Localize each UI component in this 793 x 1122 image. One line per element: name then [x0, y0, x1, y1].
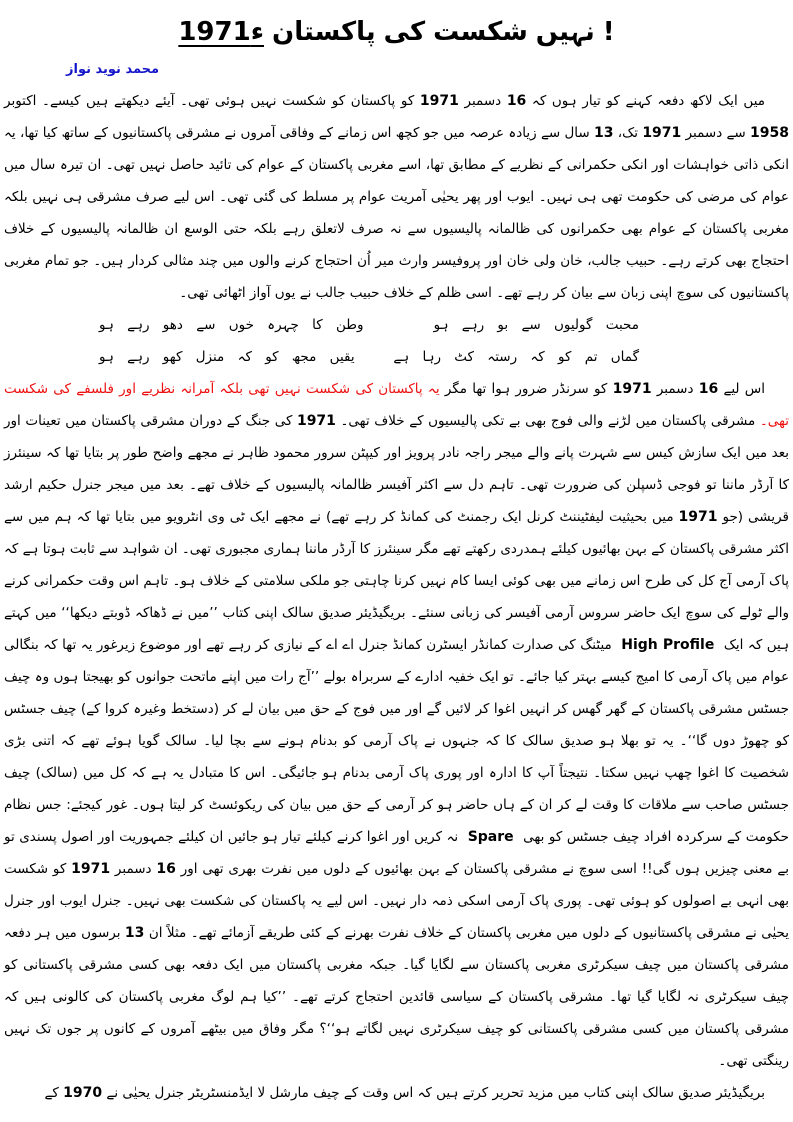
title-word: نہیں	[535, 17, 595, 47]
title-word: شکست	[433, 17, 528, 47]
main-text-c: نہ کریں اور اغوا کرنے کیلئے تیار ہو جائیں ان کیلئے جمہوریت اور اصول پسندی تو بے معنی چیزیں ہوں گی!! اسی سوچ نے مشرقی پاکستان کے بہن بھائیوں کے دلوں میں نفرت بھری تھی اور 16 دسمبر 1971 کو شکست بھی انہی بے اصولوں کو ہوئی تھی۔ پوری پاک آرمی اسکی ذمہ دار نہیں۔ اس لیے یہ پاکستان کی شکست بھی نہیں۔ جنرل ایوب اور جنرل یحیٰی نے مشرقی پاکستانیوں کے دلوں میں مغربی پاکستان کے خلاف نفرت بھرنے کے کئی طریقے آزمائے تھے۔ مثلاً ان 13 برسوں میں ہر دفعہ مشرقی پاکستان میں چیف سیکرٹری مغربی پاکستان سے لگایا گیا۔ جبکہ مغربی پاکستان میں ایک دفعہ بھی کسی مشرقی پاکستانی کو چیف سیکرٹری نہ لگایا گیا تھا۔ مشرقی پاکستان کے سیاسی قائدین احتجاج کرتے تھے۔ ’’کیا ہم لوگ مغربی پاکستان کی کالونی ہیں کہ مشرقی پاکستان میں کسی مشرقی پاکستانی کو چیف سیکرٹری نہیں لگاتے ہو‘‘؟ مگر وفاق میں بیٹھے آمروں کے کانوں پر جوں تک نہیں رینگتی تھی۔	[4, 829, 789, 1069]
title-word: !	[602, 17, 615, 47]
verse-hemistich: گماں تم کو کہ رستہ کٹ رہا ہے	[393, 349, 639, 365]
verse-line	[99, 309, 639, 341]
main-text-lead: اس لیے 16 دسمبر 1971 کو سرنڈر ضرور ہوا تھا مگر	[439, 381, 766, 397]
article-title	[4, 12, 789, 52]
paragraph-closing: بریگیڈیئر صدیق سالک اپنی کتاب میں مزید تحریر کرتے ہیں کہ اس وقت کے چیف مارشل لا ایڈمنسٹریٹر جنرل یحیٰی نے 1970 کے	[44, 1085, 765, 1101]
paragraph-intro: میں ایک لاکھ دفعہ کہنے کو تیار ہوں کہ 16 دسمبر 1971 کو پاکستان کو شکست نہیں ہوئی تھی۔ آیئے دیکھتے ہیں کیسے۔ اکتوبر 1958 سے دسمبر 1971 تک، 13 سال سے زیادہ عرصہ میں جو کچھ اس زمانے کے وفاقی آمروں نے مشرقی پاکستانیوں کے ساتھ کیا تھا، یہ انکی ذاتی خواہشات اور انکی حکمرانی کے نظریے کے مطابق تھا، اسے مغربی پاکستان کے عوام کی تائید حاصل نہیں تھی۔ ان تیرہ سال میں عوام کی مرضی کی حکومت تھی ہی نہیں۔ ایوب اور پھر یحیٰی آمریت عوام پر مسلط کی گئی تھی۔ اس لیے صرف مشرقی ہی نہیں بلکہ مغربی پاکستان کے عوام بھی حکمرانوں کی ظالمانہ پالیسیوں سے نہ صرف لاتعلق رہے بلکہ حتی الوسع ان ظالمانہ پالیسیوں کے خلاف احتجاج بھی کرتے رہے۔ حبیب جالب، خان ولی خان اور پروفیسر وارث میر اُن احتجاج کرنے والوں میں چند مثالی کردار ہیں۔ جو تمام مغربی پاکستانیوں کی سوچ اپنی زبان سے بیان کر رہے تھے۔ اسی ظلم کے خلاف حبیب جالب نے یوں آواز اٹھائی تھی۔	[4, 93, 790, 301]
english-phrase-spare: Spare	[467, 829, 514, 845]
verse-line	[99, 341, 639, 373]
title-year: 1971ء	[178, 17, 264, 47]
verse-hemistich: وطن کا چہرہ خوں سے دھو رہے ہو	[99, 317, 364, 333]
highlighted-red-sentence: یہ پاکستان کی شکست نہیں تھی بلکہ آمرانہ نظریے اور فلسفے کی شکست تھی۔	[4, 381, 789, 429]
poetry-couplet	[99, 309, 639, 373]
verse-hemistich: محبت گولیوں سے بو رہے ہو	[433, 317, 639, 333]
title-word: کی	[383, 17, 426, 47]
paragraph-main	[4, 373, 789, 1077]
english-phrase-high-profile: High Profile	[621, 637, 715, 653]
main-text-b: میٹنگ کی صدارت کمانڈر ایسٹرن کمانڈ جنرل اے اے کے نیازی کر رہے تھے اور موضوع زیرغور یہ تھا کہ بنگالی عوام میں پاک آرمی کا امیج کیسے بہتر کیا جائے۔ تو ایک خفیہ ادارے کے سربراہ بولے ’’آج رات میں اپنے ماتحت جوانوں کو بھیجتا ہوں وہ چیف جسٹس مشرقی پاکستان کے گھر گھس کر انہیں اغوا کر لائیں گے اور میں فوج کے حق میں بیان لے کر (دستخط وغیرہ کروا کے) چیف جسٹس کو چھوڑ دوں گا‘‘۔ یہ تو بھلا ہو صدیق سالک کا کہ جنہوں نے پاک آرمی کو بدنام ہونے سے بچا لیا۔ سالک گویا ہوئے تھے کہ اتنی بڑی شخصیت کا اغوا چھپ نہیں سکتا۔ نتیجتاً آپ کا ادارہ اور پوری پاک آرمی بدنام ہو جائیگی۔ اس کا متبادل یہ ہے کہ کل میں (سالک) چیف جسٹس صاحب سے ملاقات کا وقت لے کر ان کے ہاں حاضر ہو کر آرمی کے حق میں بیان کی ریکوئسٹ کر لیتا ہوں۔ غور کیجئے: جس نظام حکومت کے سرکردہ افراد چیف جسٹس کو بھی	[4, 637, 790, 845]
verse-hemistich: یقیں مجھ کو کہ منزل کھو رہے ہو	[99, 349, 355, 365]
title-word: پاکستان	[272, 17, 376, 47]
article-body	[4, 85, 789, 1109]
main-text-a: مشرقی پاکستان میں لڑنے والی فوج بھی بے تکی پالیسیوں کے خلاف تھی۔ 1971 کی جنگ کے دوران مشرقی پاکستان میں تعینات اور بعد میں ایک سازش کیس سے شہرت پانے والے میجر راجہ نادر پرویز اور کیپٹن سرور محمود ظاہر نے مجھے واضح طور پر بتایا تھا کہ سینئرز کا آرڈر ماننا تو فوجی ڈسپلن کی ضرورت تھی۔ تاہم دل سے اکثر آفیسر ظالمانہ پالیسیوں کے خلاف تھے۔ بعد میں میجر جنرل حکیم ارشد قریشی (جو 1971 میں بحیثیت لیفٹیننٹ کرنل ایک رجمنٹ کی کمانڈ کر رہے تھے) نے مجھے ایک ٹی وی انٹرویو میں بتایا تھا کہ ہم میں سے اکثر مشرقی پاکستان کے بہن بھائیوں کیلئے ہمدردی رکھتے تھے مگر سینئرز کا آرڈر ماننا ہماری مجبوری تھی۔ ان شواہد سے ثابت ہوتا ہے کہ پاک آرمی آج کل کی طرح اس زمانے میں بھی کوئی ایسا کام نہیں کرنا چاہتی جو ملکی سلامتی کے خلاف ہو۔ تاہم اس وقت حکمرانی کرنے والے ٹولے کی سوچ ایک حاضر سروس آرمی آفیسر کی زبانی سنئے۔ بریگیڈیئر صدیق سالک اپنی کتاب ’’میں نے ڈھاکہ ڈوبتے دیکھا‘‘ میں کہتے ہیں کہ ایک	[4, 413, 790, 653]
author-byline: محمد نوید نواز	[66, 62, 160, 77]
